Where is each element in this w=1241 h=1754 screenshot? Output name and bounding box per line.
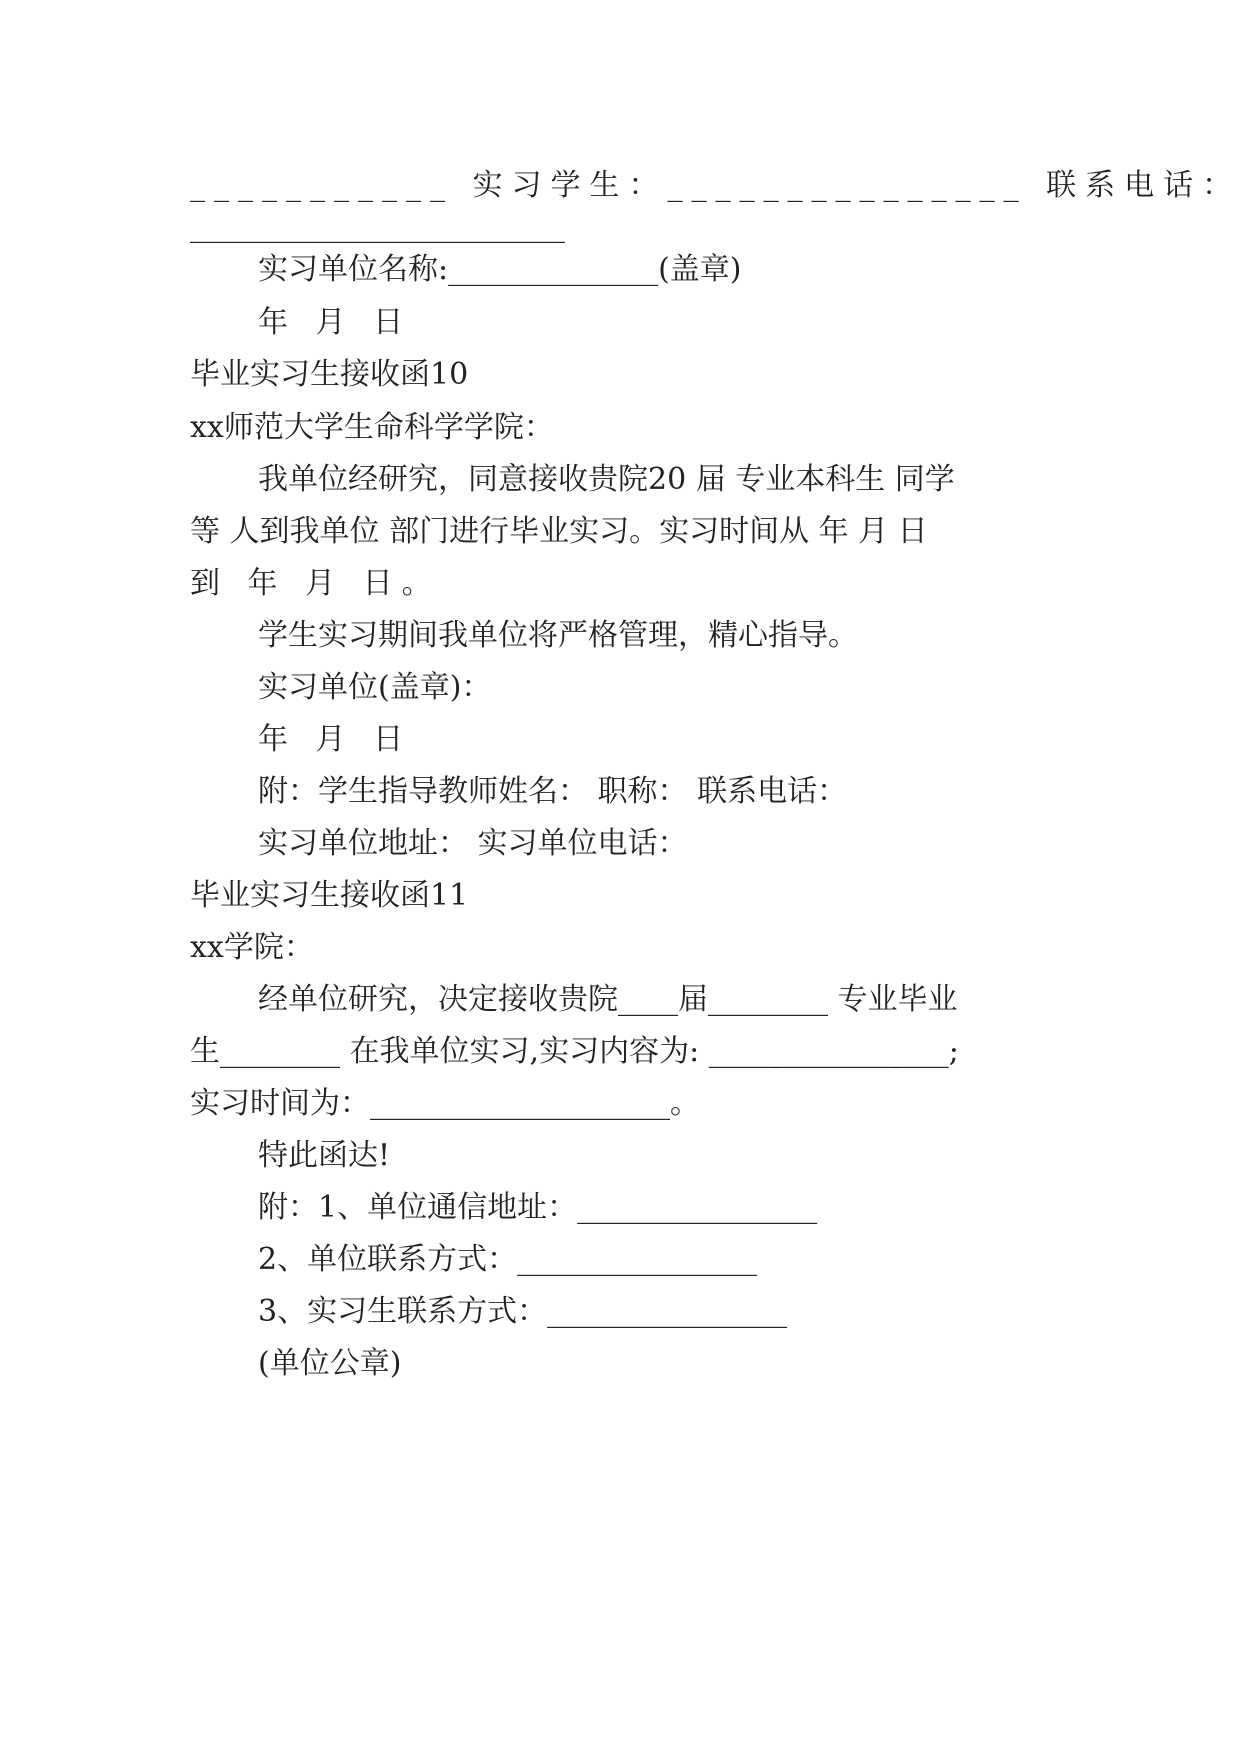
unit-name-line: 实习单位名称:______________(盖章) — [258, 252, 742, 287]
contact-line-2: _________________________ — [190, 209, 565, 244]
letter-10-recipient: xx师范大学生命科学学院： — [190, 410, 554, 445]
letter-10-appendix-2: 实习单位地址： 实习单位电话： — [258, 826, 688, 861]
letter-11-title: 毕业实习生接收函11 — [190, 878, 469, 913]
letter-11-appendix-1: 附：1、单位通信地址：________________ — [258, 1190, 818, 1225]
letter-10-appendix-1: 附：学生指导教师姓名： 职称： 联系电话： — [258, 774, 848, 809]
letter-11-body-3: 实习时间为：____________________。 — [190, 1086, 700, 1121]
letter-11-appendix-2: 2、单位联系方式：________________ — [258, 1242, 758, 1277]
letter-11-seal: (单位公章) — [258, 1346, 402, 1381]
letter-11-body-2: 生________ 在我单位实习,实习内容为: ________________; — [190, 1034, 959, 1069]
letter-10-body-3: 到 年 月 日。 — [190, 566, 441, 601]
letter-11-closing: 特此函达! — [258, 1138, 391, 1173]
letter-10-body-2: 等 人到我单位 部门进行毕业实习。实习时间从 年 月 日 — [190, 514, 928, 549]
letter-10-seal: 实习单位(盖章)： — [258, 670, 492, 705]
letter-10-body-4: 学生实习期间我单位将严格管理，精心指导。 — [258, 618, 858, 653]
letter-10-date: 年 月 日 — [258, 722, 413, 757]
letter-11-appendix-3: 3、实习生联系方式：________________ — [258, 1294, 788, 1329]
letter-10-body-1: 我单位经研究，同意接收贵院20 届 专业本科生 同学 — [258, 462, 955, 497]
letter-11-recipient: xx学院： — [190, 930, 314, 965]
date-line-1: 年 月 日 — [258, 305, 413, 340]
letter-10-title: 毕业实习生接收函10 — [190, 357, 469, 392]
contact-line-1: ___________ 实习学生：_______________ 联系电话： — [190, 168, 1241, 203]
letter-11-body-1: 经单位研究，决定接收贵院____届________ 专业毕业 — [258, 982, 958, 1017]
